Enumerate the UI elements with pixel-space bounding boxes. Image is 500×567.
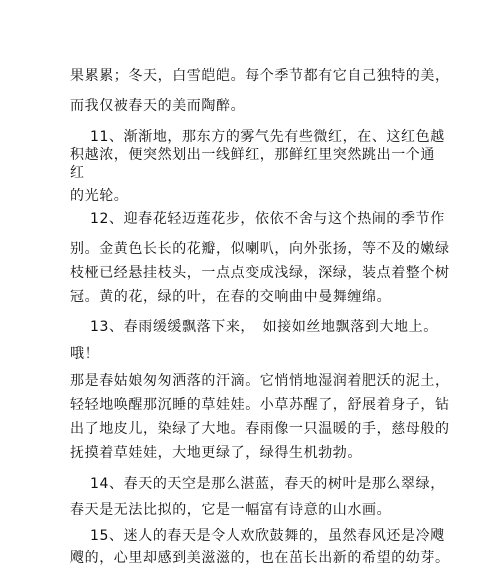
paragraph-11-line: 11、渐渐地，那东方的雾气先有些微红，在、这红色越: [90, 129, 445, 145]
text-line: 那是春姑娘匆匆洒落的汗滴。它悄悄地湿润着肥沃的泥土，: [70, 373, 450, 389]
paragraph-15-line: 15、迷人的春天是令人欢欣鼓舞的，虽然春风还是冷飕: [90, 528, 445, 544]
text-line: 积越浓，便突然划出一线鲜红，那鲜红里突然跳出一个通: [70, 147, 435, 163]
text-line: 冠。黄的花，绿的叶，在春的交响曲中曼舞缠绵。: [70, 289, 392, 305]
text-line: 出了地皮儿，染绿了大地。春雨像一只温暖的手，慈母般的: [70, 421, 450, 437]
text-line: 哦！: [70, 346, 100, 362]
text-line: 轻轻地唤醒那沉睡的草娃娃。小草苏醒了，舒展着身子，钻: [70, 397, 450, 413]
text-line: 飕的，心里却感到美滋滋的，也在茁长出新的希望的幼芽。: [70, 550, 450, 566]
text-line: 春天是无法比拟的，它是一幅富有诗意的山水画。: [70, 502, 392, 518]
text-line: 抚摸着草娃娃，大地更绿了，绿得生机勃勃。: [70, 445, 362, 461]
text-line: 别。金黄色长长的花瓣，似喇叭，向外张扬，等不及的嫩绿: [70, 241, 450, 257]
paragraph-13-line: 13、春雨缓缓飘落下来， 如接如丝地飘落到大地上。: [90, 319, 438, 335]
text-line: 的光轮。: [70, 188, 129, 204]
paragraph-14-line: 14、春天的天空是那么湛蓝，春天的树叶是那么翠绿，: [90, 476, 445, 492]
paragraph-12-line: 12、迎春花轻迈莲花步，依依不舍与这个热闹的季节作: [90, 211, 445, 227]
text-line: 而我仅被春天的美而陶醉。: [70, 98, 246, 114]
text-line: 红: [70, 165, 85, 181]
text-line: 枝桠已经悬挂枝头，一点点变成浅绿，深绿，装点着整个树: [70, 265, 450, 281]
text-line: 果累累；冬天，白雪皑皑。每个季节都有它自己独特的美，: [70, 68, 450, 84]
